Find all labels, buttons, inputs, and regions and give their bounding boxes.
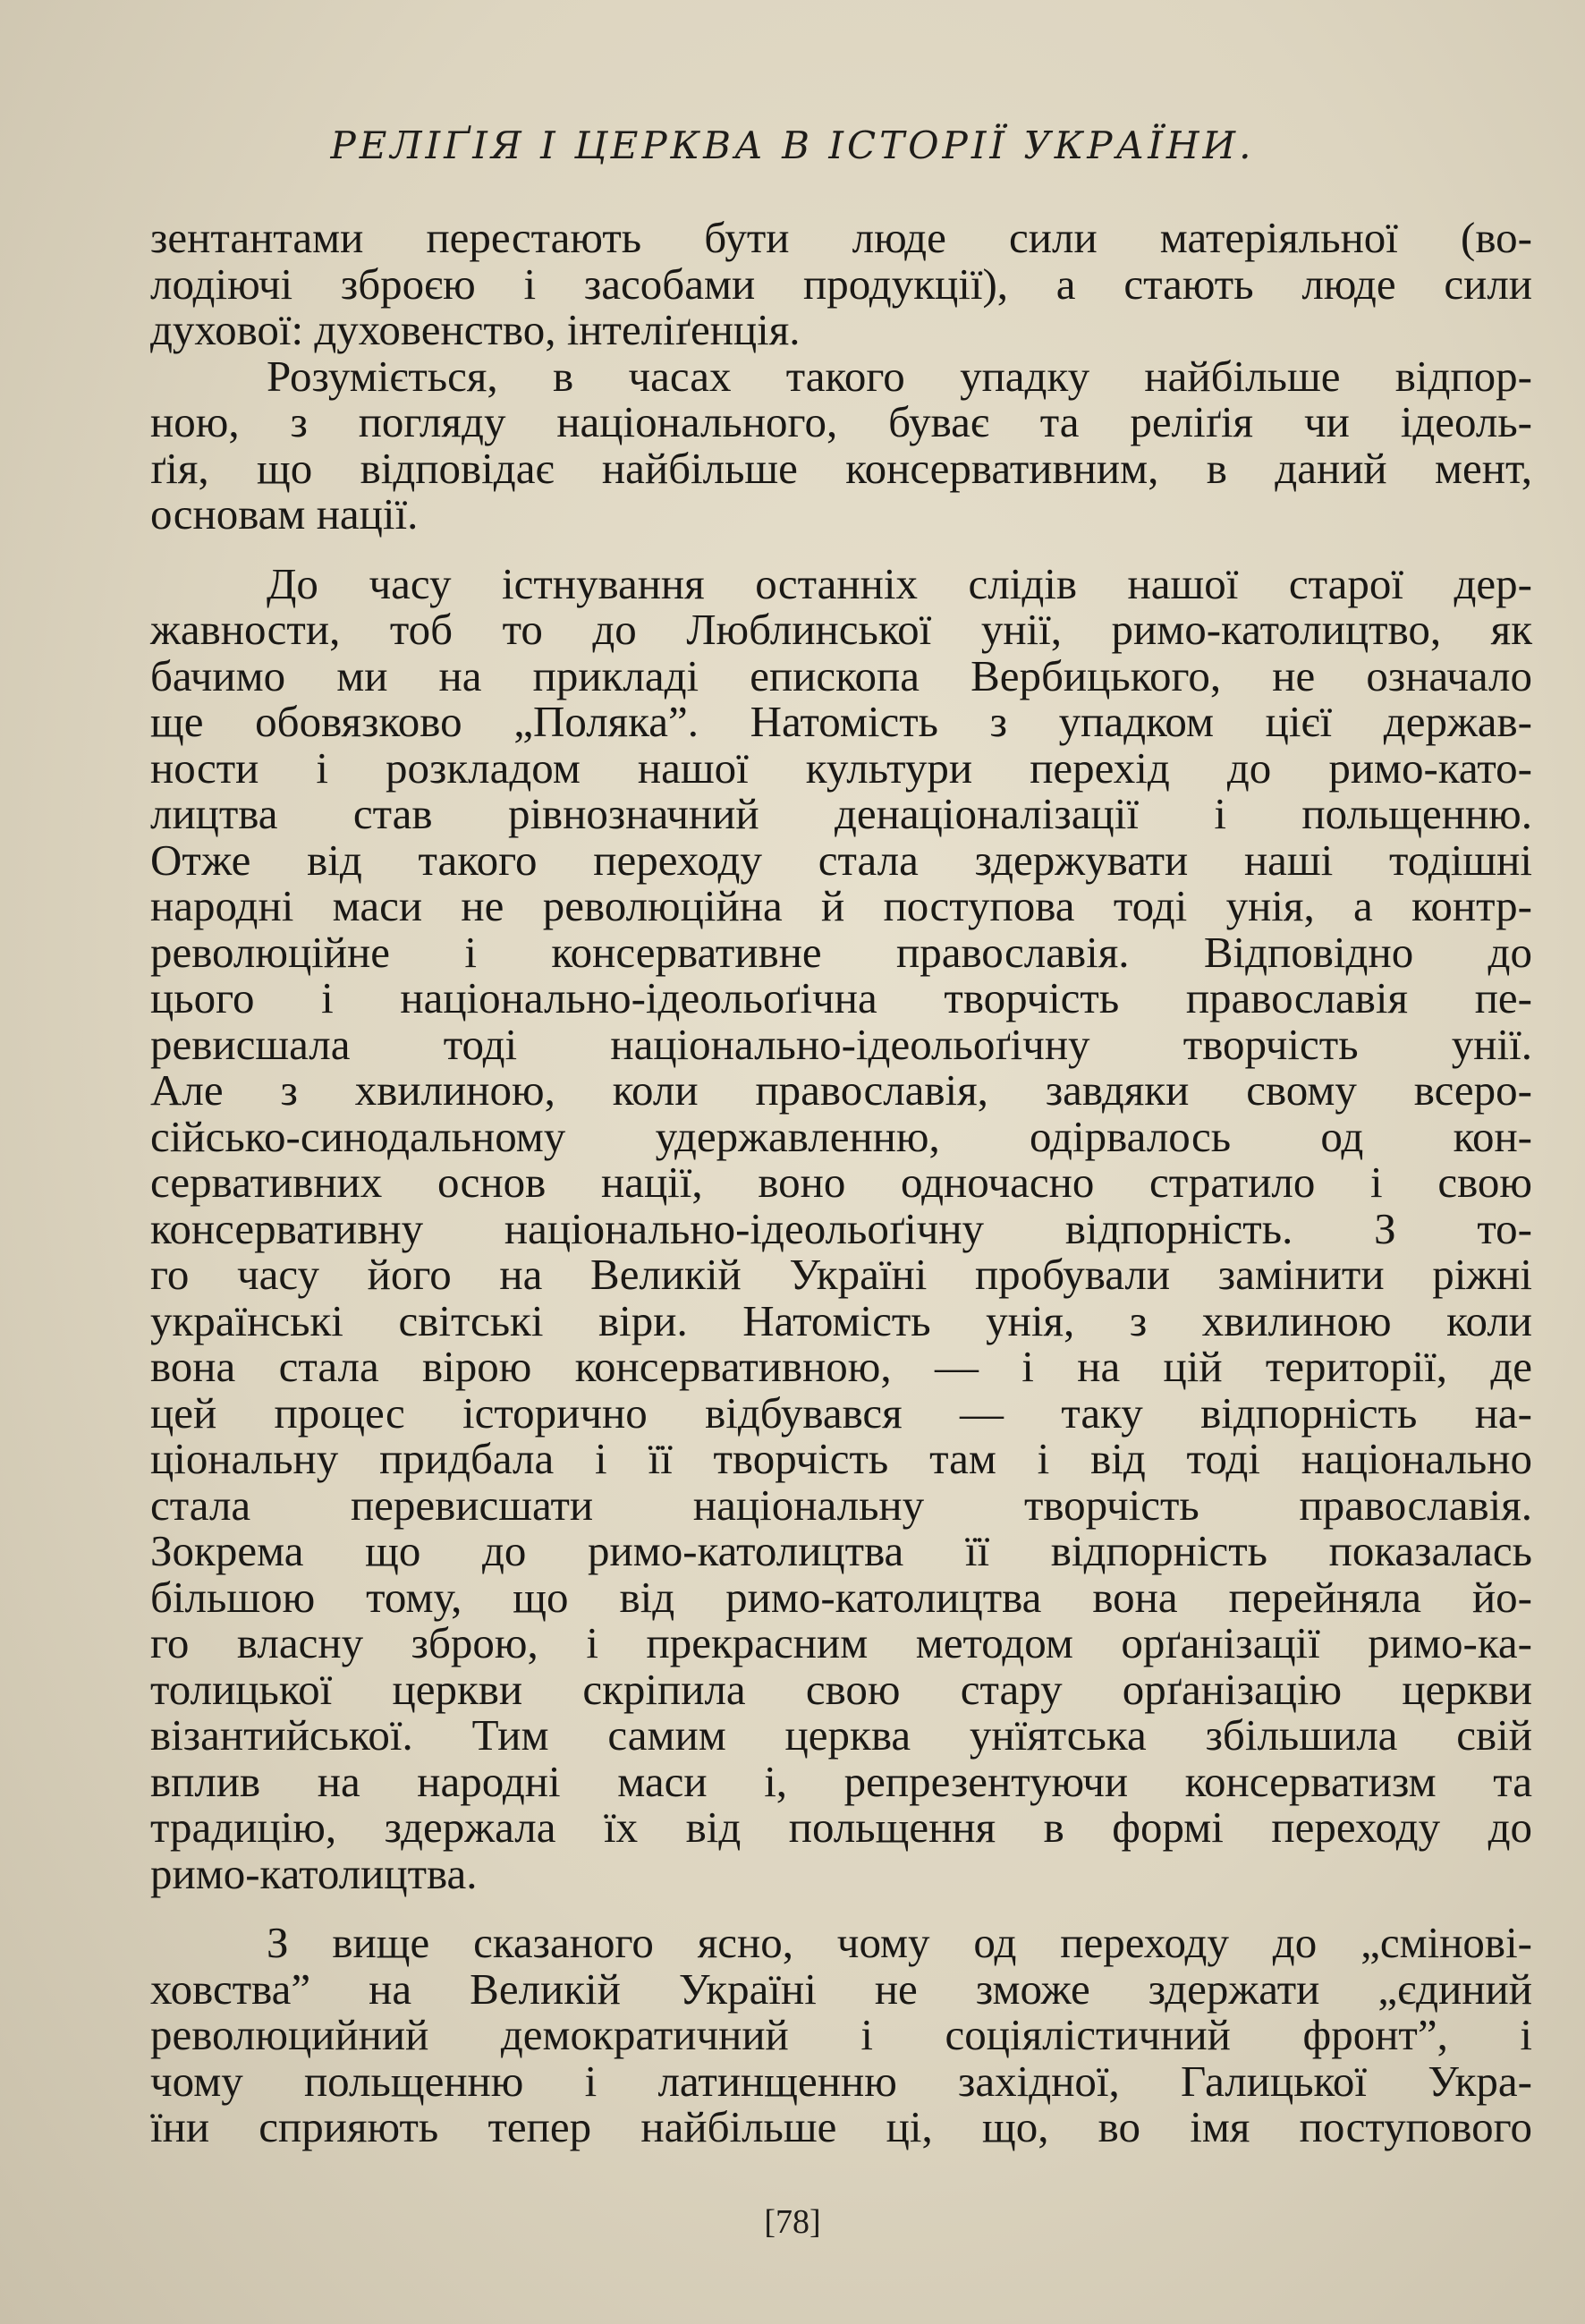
paragraph — [150, 353, 1532, 538]
page-number: [78] — [764, 2203, 821, 2241]
text-line: духової: духовенство, інтеліґенція. — [150, 305, 801, 354]
paragraph — [150, 1920, 1532, 2150]
text-line: римо-католицтва. — [150, 1848, 478, 1898]
text-line: візантийської. Тим самим церква унїятська збільшила свій — [150, 1710, 1532, 1760]
text-line: ховства” на Великій Україні не зможе здержати „єдиний — [150, 1964, 1532, 2014]
text-line: бачимо ми на прикладі епископа Вербицького, не означало — [150, 650, 1532, 700]
text-line: лицтва став рівнозначний денаціоналізації і польщенню. — [150, 789, 1532, 838]
text-line: толицької церкви скріпила свою стару орґанізацію церкви — [150, 1664, 1532, 1714]
body-text — [150, 215, 1532, 2150]
text-line: Розуміється, в часах такого упадку найбільше відпор- — [267, 351, 1532, 401]
text-line: сервативних основ нації, воно одночасно стратило і свою — [150, 1158, 1532, 1207]
text-line: го часу його на Великій Україні пробували замінити ріжні — [150, 1250, 1532, 1299]
text-line: лодіючі зброєю і засобами продукції), а стають люде сили — [150, 259, 1532, 309]
running-head: РЕЛІҐІЯ І ЦЕРКВА В ІСТОРІЇ УКРАЇНИ. — [330, 123, 1255, 167]
paragraph — [150, 215, 1532, 353]
text-line: сійсько-синодальному удержавленню, одірвалось од кон- — [150, 1111, 1532, 1161]
text-line: стала перевисшати національну творчість православія. — [150, 1480, 1532, 1530]
text-line: чому польщенню і латинщенню західної, Галицької Укра- — [150, 2056, 1532, 2106]
text-line: вплив на народні маси і, репрезентуючи консерватизм та — [150, 1756, 1532, 1806]
text-line: ґія, що відповідає найбільше консервативним, в даний мент, — [150, 443, 1532, 493]
text-line: ревисшала тоді національно-ідеольоґічну творчість унії. — [150, 1019, 1532, 1069]
text-line: ціональну придбала і її творчість там і від тоді національно — [150, 1434, 1532, 1483]
text-line: ною, з погляду національного, буває та реліґія чи ідеоль- — [150, 397, 1532, 446]
text-line: цей процес історично відбувався — таку відпорність на- — [150, 1387, 1532, 1438]
paragraph — [150, 558, 1532, 1898]
text-line: Отже від такого переходу стала здержувати наші тодішні — [150, 835, 1532, 885]
text-line: ще обовязково „Поляка”. Натомість з упадком цієї держав- — [150, 697, 1532, 746]
text-line: традицію, здержала їх від польщення в формі переходу до — [150, 1802, 1532, 1852]
text-line: революційне і консервативне православія. Відповідно до — [150, 927, 1532, 977]
text-line: вона стала вірою консервативною, — і на цій території, де — [150, 1342, 1532, 1391]
text-line: зентантами перестають бути люде сили матеріяльної (во- — [150, 213, 1532, 262]
text-line: го власну зброю, і прекрасним методом орґанізації римо-ка- — [150, 1618, 1532, 1667]
text-line: народні маси не революційна й поступова тоді унія, а контр- — [150, 881, 1532, 930]
text-line: консервативну національно-ідеольоґічну відпорність. З то- — [150, 1203, 1532, 1253]
text-line: ности і розкладом нашої культури перехід до римо-като- — [150, 742, 1532, 793]
text-line: жавности, тоб то до Люблинської унії, римо-католицтво, як — [150, 605, 1532, 654]
text-line: революцийний демократичний і соціялістичний фронт”, і — [150, 2010, 1532, 2059]
text-line: До часу істнування останніх слідів нашої старої дер- — [267, 558, 1532, 608]
text-line: їни сприяють тепер найбільше ці, що, во імя поступового — [150, 2102, 1532, 2151]
text-line: більшою тому, що від римо-католицтва вона перейняла йо- — [150, 1572, 1532, 1622]
text-line: Зокрема що до римо-католицтва її відпорність показалась — [150, 1526, 1532, 1575]
text-line: Але з хвилиною, коли православія, завдяки свому всеро- — [150, 1065, 1532, 1115]
text-line: З вище сказаного ясно, чому од переходу до „сміновi- — [267, 1918, 1532, 1967]
text-line: основам нації. — [150, 489, 419, 539]
text-line: цього і національно-ідеольоґічна творчість православія пе- — [150, 973, 1532, 1022]
text-line: українські світські віри. Натомість унія, з хвилиною коли — [150, 1295, 1532, 1345]
